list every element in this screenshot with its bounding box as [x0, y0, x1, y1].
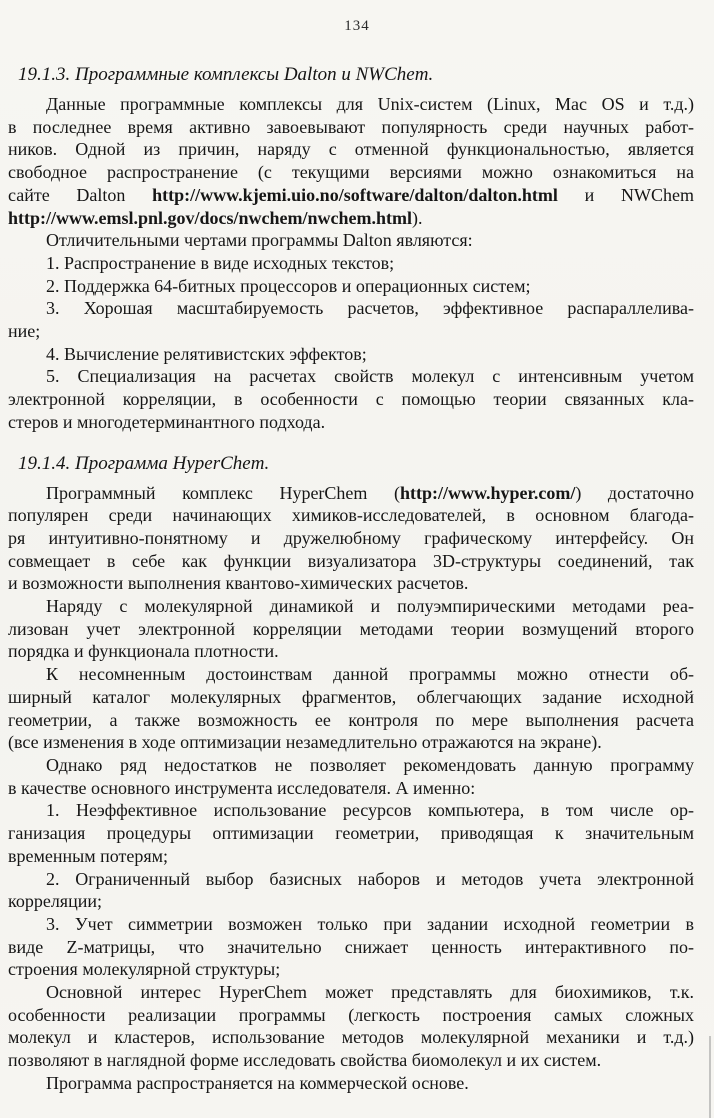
- text-run: ников. Одной из причин, наряду с отменной функциональностью, является: [8, 139, 694, 160]
- text-line: [8, 252, 694, 275]
- text-run: Данные программные комплексы для Unix-систем (Linux, Mac OS и т.д.): [46, 94, 694, 114]
- text-line: [8, 93, 694, 116]
- text-line: [8, 138, 694, 161]
- url-text: http://www.kjemi.uio.no/software/dalton/dalton.html: [152, 184, 558, 205]
- text-line: [8, 981, 694, 1004]
- text-run: свободное распространение (с текущими версиями можно ознакомиться на: [8, 162, 694, 183]
- text-line: [8, 320, 694, 343]
- text-run: ширный каталог молекулярных фрагментов, облегчающих задание исходной: [8, 686, 694, 707]
- text-line: [8, 482, 694, 505]
- text-run: 5. Специализация на расчетах свойств молекул с интенсивным учетом: [46, 366, 694, 387]
- paragraph: [8, 93, 694, 229]
- text-run: стеров и многодетерминантного подхода.: [8, 411, 326, 432]
- text-line: [8, 116, 694, 139]
- text-run: (все изменения в ходе оптимизации незамедлительно отражаются на экране).: [8, 732, 602, 753]
- text-run: К несомненным достоинствам данной программы можно отнести об-: [46, 664, 694, 685]
- text-run: совмещает в себе как функции визуализатора 3D-структуры соединений, так: [8, 550, 694, 571]
- text-run: Наряду с молекулярной динамикой и полуэмпирическими методами реа-: [46, 596, 694, 617]
- text-line: [8, 1072, 694, 1095]
- paragraph: [8, 275, 694, 298]
- text-line: [8, 709, 694, 732]
- paragraph: [8, 252, 694, 275]
- paragraph: [8, 297, 694, 342]
- text-run: Программа распространяется на коммерческой основе.: [46, 1072, 469, 1093]
- text-run: 2. Поддержка 64-битных процессоров и операционных систем;: [46, 275, 531, 296]
- text-run: особенности реализации программы (легкость построения самых сложных: [8, 1004, 694, 1025]
- text-line: [8, 207, 694, 230]
- text-line: [8, 754, 694, 777]
- text-line: [8, 1004, 694, 1027]
- text-line: [8, 411, 694, 434]
- text-line: [8, 297, 694, 320]
- text-run: 4. Вычисление релятивистских эффектов;: [46, 343, 367, 364]
- text-run: Программный комплекс HyperChem (: [46, 482, 400, 503]
- paragraph: [8, 343, 694, 366]
- text-run: лизован учет электронной корреляции методами теории возмущений второго: [8, 618, 694, 639]
- text-run: корреляции;: [8, 891, 102, 912]
- text-run: электронной корреляции, в особенности с помощью теории связанных кла-: [8, 389, 694, 410]
- text-run: и NWChem: [557, 184, 694, 205]
- section-heading: 19.1.3. Программные комплексы Dalton и NWChem.: [18, 64, 434, 85]
- text-run: позволяют в наглядной форме исследовать свойства биомолекул и их систем.: [8, 1050, 602, 1071]
- text-line: [8, 572, 694, 595]
- text-run: порядка и функционала плотности.: [8, 641, 279, 662]
- text-run: геометрии, а также возможность ее контроля по мере выполнения расчета: [8, 709, 694, 730]
- text-run: ) достаточно: [575, 482, 694, 503]
- text-line: [8, 640, 694, 663]
- text-run: ние;: [8, 321, 41, 342]
- paragraph: [8, 1072, 694, 1095]
- section-heading: 19.1.4. Программа HyperChem.: [18, 452, 270, 474]
- text-run: 1. Распространение в виде исходных текстов;: [46, 252, 395, 273]
- paragraph: [8, 868, 694, 913]
- paragraph: [8, 482, 694, 596]
- text-line: [8, 868, 694, 891]
- text-run: популярен среди начинающих химиков-исследователей, в основном благода-: [8, 505, 694, 526]
- text-line: [8, 527, 694, 550]
- text-line: [8, 504, 694, 527]
- text-line: [8, 1049, 694, 1072]
- page-body: [8, 63, 694, 1095]
- text-line: [8, 161, 694, 184]
- text-line: [8, 845, 694, 868]
- text-line: [8, 890, 694, 913]
- paragraph: [8, 229, 694, 252]
- text-line: [8, 936, 694, 959]
- text-line: [8, 686, 694, 709]
- text-run: в последнее время активно завоевывают популярность среди научных работ-: [8, 116, 694, 137]
- text-run: Однако ряд недостатков не позволяет рекомендовать данную программу: [46, 754, 694, 775]
- text-line: [8, 595, 694, 618]
- text-run: временным потерям;: [8, 845, 169, 866]
- text-run: Основной интерес HyperChem может представлять для биохимиков, т.к.: [46, 982, 694, 1003]
- text-line: [8, 550, 694, 573]
- text-run: и возможности выполнения квантово-химических расчетов.: [8, 573, 469, 594]
- text-line: [8, 1026, 694, 1049]
- text-run: ганизация процедуры оптимизации геометрии, приводящая к значительным: [8, 823, 694, 844]
- scan-artifact-line: [709, 1036, 711, 1118]
- text-line: [8, 913, 694, 936]
- text-run: виде Z-матрицы, что значительно снижает ценность интерактивного по-: [8, 936, 694, 957]
- text-line: [8, 731, 694, 754]
- text-line: [8, 184, 694, 207]
- paragraph: [8, 981, 694, 1072]
- text-line: [8, 822, 694, 845]
- text-run: ).: [412, 207, 423, 228]
- paragraph: [8, 754, 694, 799]
- text-run: в качестве основного инструмента исследователя. А именно:: [8, 777, 476, 798]
- text-line: [8, 777, 694, 800]
- paragraph: [8, 365, 694, 433]
- text-run: ря интуитивно-понятному и дружелюбному графическому интерфейсу. Он: [8, 527, 694, 548]
- text-run: молекул и кластеров, использование методов молекулярной механики и т.д.): [8, 1027, 694, 1048]
- text-run: 3. Учет симметрии возможен только при задании исходной геометрии в: [46, 913, 694, 934]
- text-line: [8, 275, 694, 298]
- text-line: [8, 229, 694, 252]
- paragraph: [8, 595, 694, 663]
- text-run: 3. Хорошая масштабируемость расчетов, эффективное распараллелива-: [46, 298, 694, 319]
- text-run: Отличительными чертами программы Dalton являются:: [46, 230, 473, 251]
- url-text: http://www.hyper.com/: [400, 482, 576, 503]
- text-run: сайте Dalton: [8, 184, 153, 205]
- text-run: 2. Ограниченный выбор базисных наборов и методов учета электронной: [46, 868, 694, 889]
- paragraph: [8, 913, 694, 981]
- paragraph: [8, 799, 694, 867]
- text-line: [8, 343, 694, 366]
- text-run: строения молекулярной структуры;: [8, 959, 281, 980]
- paragraph: [8, 663, 694, 754]
- page-number: 134: [344, 18, 370, 34]
- text-line: [8, 799, 694, 822]
- text-line: [8, 388, 694, 411]
- text-line: [8, 663, 694, 686]
- text-line: [8, 365, 694, 388]
- url-text: http://www.emsl.pnl.gov/docs/nwchem/nwchem.html: [8, 207, 413, 228]
- text-line: [8, 958, 694, 981]
- text-line: [8, 618, 694, 641]
- text-run: 1. Неэффективное использование ресурсов компьютера, в том числе ор-: [46, 800, 694, 821]
